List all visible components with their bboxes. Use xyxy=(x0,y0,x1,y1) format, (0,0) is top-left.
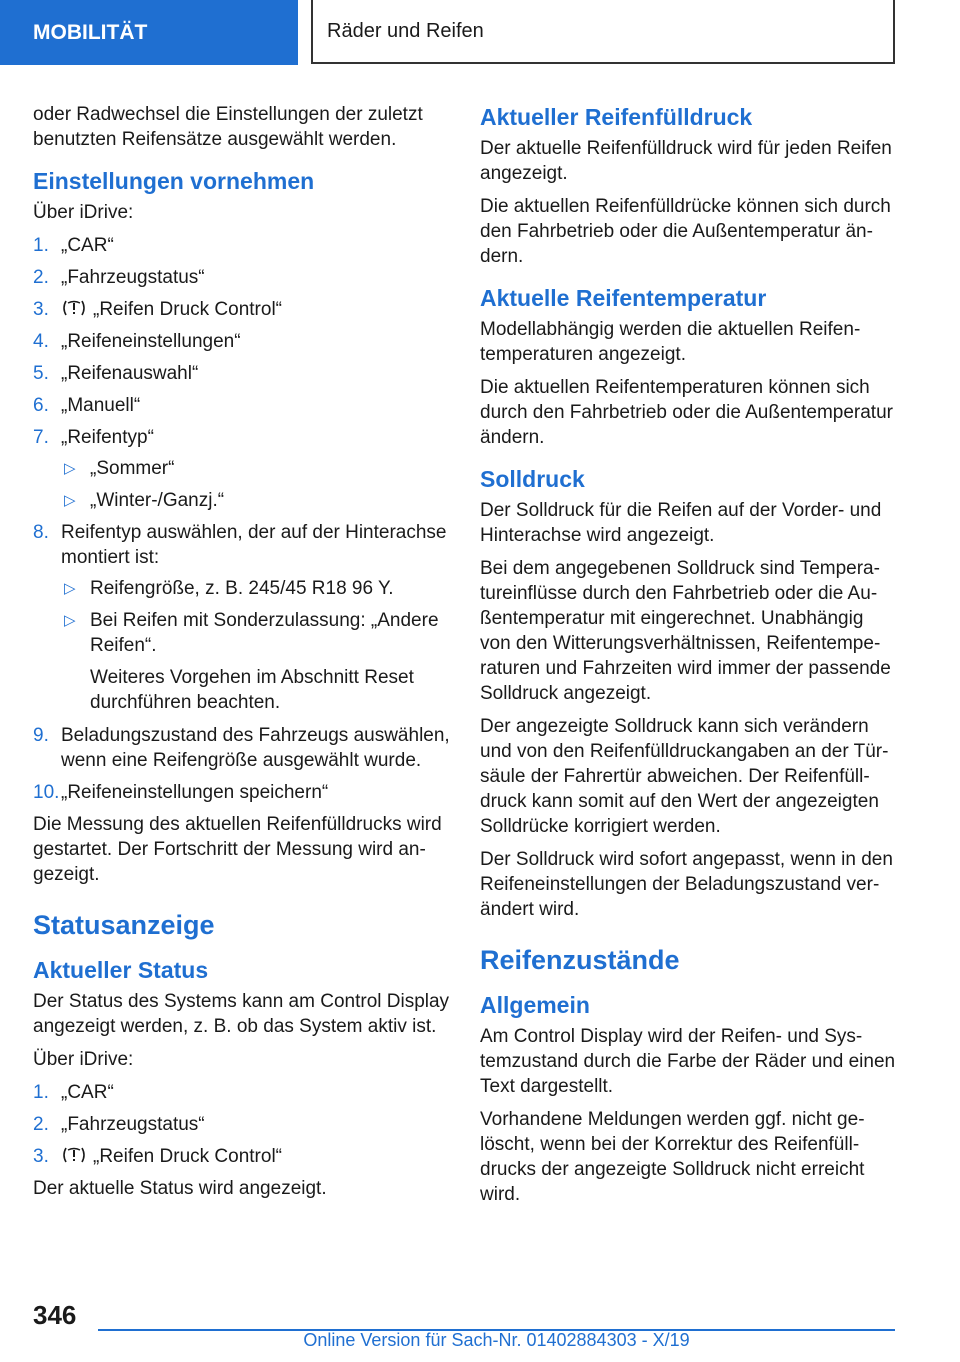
triangle-right-icon: ▷ xyxy=(64,460,76,477)
chapter-title: Räder und Reifen xyxy=(327,19,484,42)
list-item: 4. „Reifeneinstellungen“ xyxy=(33,331,241,352)
states-subheading: Allgemein xyxy=(480,992,590,1018)
status-subheading: Aktueller Status xyxy=(33,957,209,983)
target-p3: Der angezeigte Solldruck kann sich verändern und von den Reifenfülldruckangaben an der Türsäule der Fahrertür abweichen. Der Reifenfülldruck kann somit auf den Wert der angezeigten Solldrücke korrigiert werden. xyxy=(480,716,889,837)
page-number: 346 xyxy=(33,1300,77,1330)
states-p1: Am Control Display wird der Reifen- und Systemzustand durch die Farbe der Räder und einen Text dargestellt. xyxy=(480,1026,896,1097)
pressure-p1: Der aktuelle Reifenfülldruck wird für jeden Reifen angezeigt. xyxy=(480,138,892,184)
list-item: ▷ Reifengröße, z. B. 245/45 R18 96 Y. xyxy=(64,578,394,599)
status-outro: Der aktuelle Status wird angezeigt. xyxy=(33,1178,327,1199)
target-heading: Solldruck xyxy=(480,466,585,492)
sub-list xyxy=(61,576,451,658)
intro-paragraph: oder Radwechsel die Einstellungen der zuletzt benutzten Reifensätze ausgewählt werden. xyxy=(33,104,423,150)
states-heading: Reifenzustände xyxy=(480,945,680,975)
footer-text: Online Version für Sach-Nr. 01402884303 - X/19 xyxy=(303,1330,690,1350)
pressure-heading: Aktueller Reifenfülldruck xyxy=(480,104,753,130)
list-item: ▷ Bei Reifen mit Sonderzulassung: „Andere Reifen“. xyxy=(64,610,439,656)
tire-pressure-warning-icon xyxy=(61,1145,87,1165)
list-item: 1. „CAR“ xyxy=(33,235,114,256)
status-heading: Statusanzeige xyxy=(33,910,215,940)
status-via: Über iDrive: xyxy=(33,1049,134,1070)
list-item: ▷ „Sommer“ xyxy=(64,458,175,479)
states-p2: Vorhandene Meldungen werden ggf. nicht gelöscht, wenn bei der Korrektur des Reifenfülldrucks der angezeigte Solldruck nicht erreicht wird. xyxy=(480,1109,865,1205)
list-item: 8. Reifentyp auswählen, der auf der Hinterachse montiert ist: ▷ Reifengröße, z. B. 245/45 R18 96 Y. ▷ Bei Reifen mit Sonderzulassung: „Andere Reifen“. Weiteres Vorgehen im Abschnitt Reset durchführen beachten. xyxy=(33,520,451,715)
temperature-p1: Modellabhängig werden die aktuellen Reifentemperaturen angezeigt. xyxy=(480,319,861,365)
target-p4: Der Solldruck wird sofort angepasst, wenn in den Reifeneinstellungen der Beladungszustand verändert wird. xyxy=(480,849,893,920)
list-item: 2. „Fahrzeugstatus“ xyxy=(33,1114,205,1135)
settings-heading: Einstellungen vornehmen xyxy=(33,168,315,194)
target-p1: Der Solldruck für die Reifen auf der Vorder- und Hinterachse wird angezeigt. xyxy=(480,500,882,546)
triangle-right-icon: ▷ xyxy=(64,580,76,597)
list-item: 10. „Reifeneinstellungen speichern“ xyxy=(33,782,329,803)
list-item: ▷ „Winter-/Ganzj.“ xyxy=(64,490,225,511)
status-body: Der Status des Systems kann am Control Display angezeigt werden, z. B. ob das System aktiv ist. xyxy=(33,991,450,1037)
temperature-heading: Aktuelle Reifentemperatur xyxy=(480,285,767,311)
settings-steps xyxy=(33,233,451,805)
triangle-right-icon: ▷ xyxy=(64,492,76,509)
triangle-right-icon: ▷ xyxy=(64,612,76,629)
section-title: MOBILITÄT xyxy=(33,20,148,44)
target-p2: Bei dem angegebenen Solldruck sind Temperatureinflüsse durch den Fahrbetrieb oder die Außentemperatur mit eingerechnet. Unabhängig von den Witterungsverhältnissen, Reifentemperaturen und Fahrzeiten wird immer der passende Solldruck angezeigt. xyxy=(480,558,891,704)
right-column xyxy=(480,102,898,1215)
list-item: 5. „Reifenauswahl“ xyxy=(33,363,199,384)
list-item: 2. „Fahrzeugstatus“ xyxy=(33,267,205,288)
temperature-p2: Die aktuellen Reifentemperaturen können sich durch den Fahrbetrieb oder die Außentemperatur ändern. xyxy=(480,377,893,448)
tire-pressure-warning-icon xyxy=(61,298,87,318)
chapter-tab xyxy=(311,0,895,64)
section-tab xyxy=(0,0,298,65)
list-item: 6. „Manuell“ xyxy=(33,395,141,416)
pressure-p2: Die aktuellen Reifenfülldrücke können sich durch den Fahrbetrieb oder die Außentemperatur ändern. xyxy=(480,196,891,267)
list-item: 1. „CAR“ xyxy=(33,1082,114,1103)
settings-outro: Die Messung des aktuellen Reifenfülldrucks wird gestartet. Der Fortschritt der Messung wird angezeigt. xyxy=(33,814,442,885)
step-note: Weiteres Vorgehen im Abschnitt Reset durchführen beachten. xyxy=(90,667,414,713)
sub-list xyxy=(61,456,451,513)
left-column xyxy=(33,102,451,1209)
list-item: 9. Beladungszustand des Fahrzeugs auswählen, wenn eine Reifengröße ausgewählt wurde. xyxy=(33,725,450,771)
list-item: 3. „Reifen Druck Control“ xyxy=(33,299,282,320)
settings-via: Über iDrive: xyxy=(33,202,134,223)
list-item: 7. „Reifentyp“ ▷ „Sommer“ ▷ „Winter-/Ganzj.“ xyxy=(33,425,451,513)
list-item: 3. „Reifen Druck Control“ xyxy=(33,1146,282,1167)
status-steps xyxy=(33,1080,451,1169)
